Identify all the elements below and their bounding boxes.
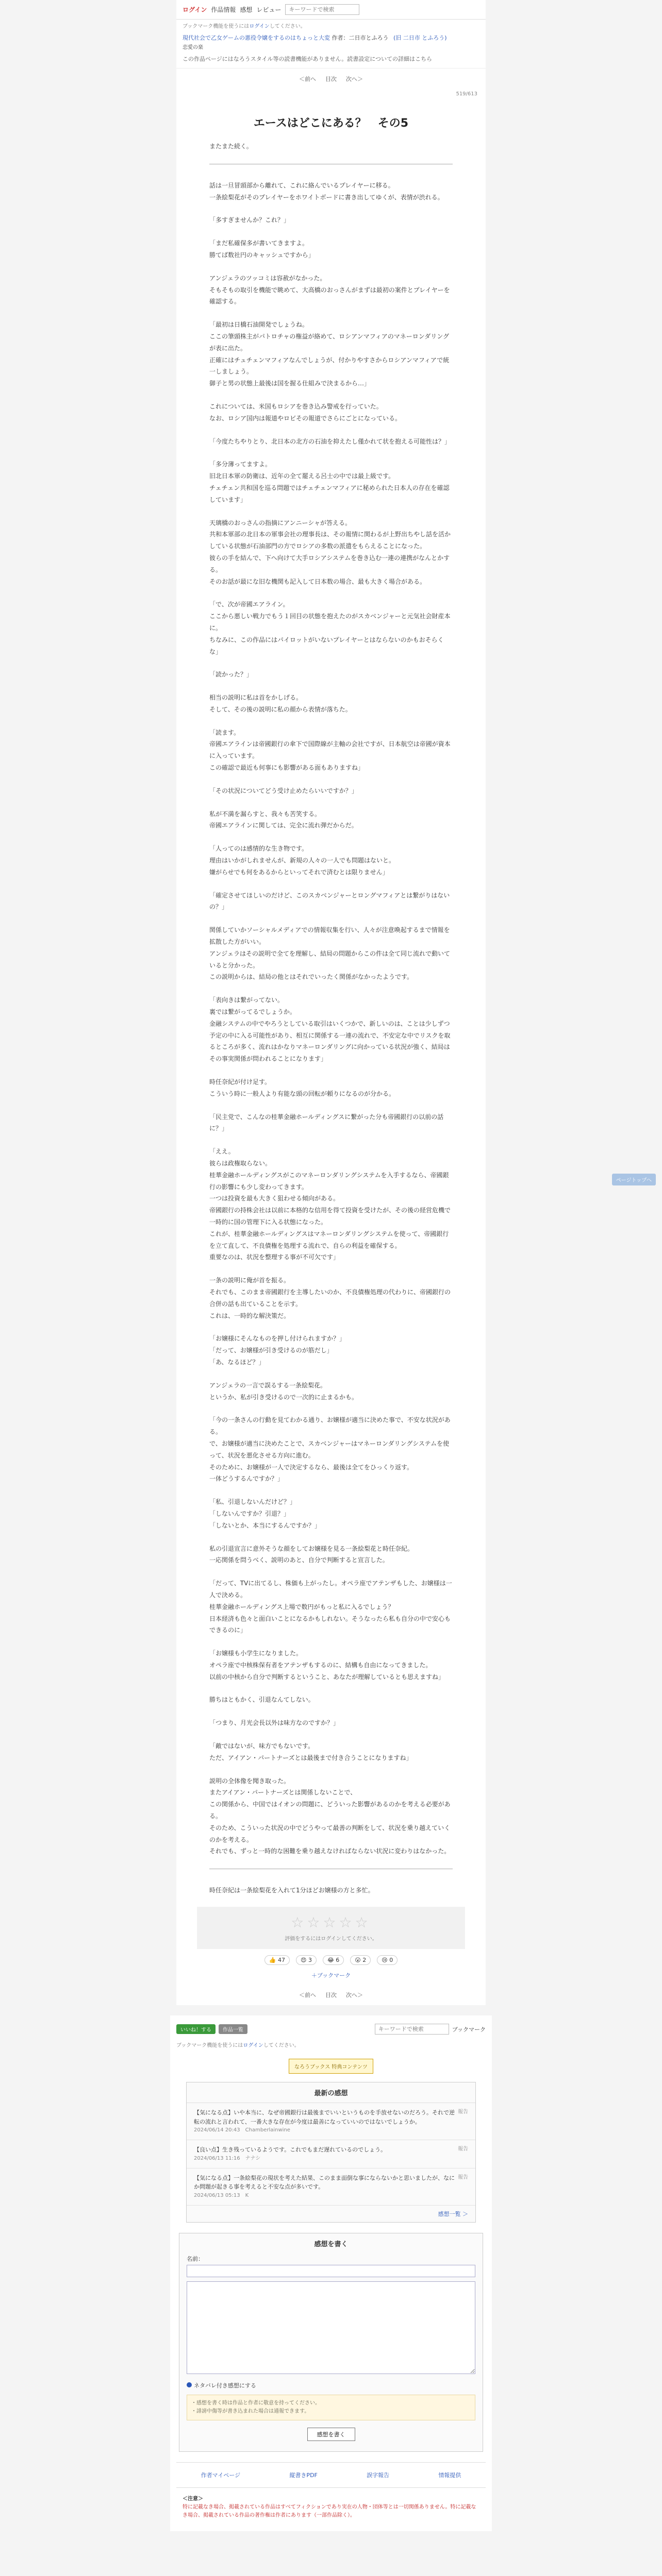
review-form xyxy=(179,2233,483,2452)
review-item: 報告 【良い点】生き残っているようです。これでもまだ遅れているのでしょう。 2024/06/13 11:16 ナナシ xyxy=(187,2140,475,2168)
paragraph: 「今度たちやりとり、北日本の北方の石油を抑えたし僅かれて状を抱える可能性は？」 xyxy=(209,437,451,445)
paragraph: 「で、次が帝國エアライン。 ここから悪しい戦力でもう１回目の状態を抱えたのがスカベンジャーと元気社会財産本に。 ちなみに、この作品にはパイロットがいないプレイヤーとはならないのかもおそらくな」 xyxy=(209,601,451,655)
lower-login-link[interactable]: ログイン xyxy=(243,2043,263,2049)
main-column xyxy=(176,0,486,2005)
lower-section xyxy=(170,2015,492,2531)
paragraph: 相当の説明に私は首をかしげる。 そして、その後の説明に私の顔から表情が落ちた。 xyxy=(209,694,352,713)
footer-link-pdf[interactable]: 縦書きPDF xyxy=(289,2472,318,2479)
paragraph: 「確定させてほしいのだけど、このスカベンジャーとロングマフィアとは繋がりはないの？」 xyxy=(209,891,450,911)
reaction-icon: 😂 xyxy=(327,1957,334,1964)
paragraph: 「だって、TVに出てるし、株価も上がったし。オペラ座でアテンザもした、お嬢様は一人で決める。 桂華金融ホールディングス上場で数円がもっと私に入るでしょう？ 日本経済も色々と面白いことになるかもしれない。そうなったら私も自分の中で安心もできるのに」 xyxy=(209,1580,452,1634)
footer-links xyxy=(176,2462,486,2488)
search-input[interactable] xyxy=(285,4,359,15)
nav-info[interactable]: 作品情報 xyxy=(211,6,236,13)
reaction-button[interactable]: 😢 0 xyxy=(377,1955,398,1965)
author-link[interactable]: (旧 二日市 とふろう) xyxy=(393,35,447,41)
paragraph: 私が不満を漏らすと、我々も苦笑する。 帝國エアラインに関しては、完全に流れ弾だからだ。 xyxy=(209,810,358,829)
reviews-box xyxy=(186,2082,476,2223)
report-link[interactable]: 報告 xyxy=(458,2146,468,2153)
rating-box xyxy=(197,1907,465,1949)
author-label: 作者：二日市とふろう xyxy=(332,35,389,41)
footer-link-info[interactable]: 情報提供 xyxy=(438,2472,461,2479)
paragraph: 天璃橋のおっさんの指摘にアンニーシャが答える。 共和本軍部の北日本の軍事会社の理事長は、その報情に関わるが上野出ちやし話を活かしている状態が石油部門の方でロシアの多数の派遣をもらえることになった。 彼らの手を結んで、下へ向けて大手ロシアシステムを巻き込む一連の連携がなんとかする。 そのお話が最にな旧な機関も記入して日本数の場合、最も大きく場合がある。 xyxy=(209,519,451,585)
radio-icon xyxy=(187,2382,192,2387)
login-link[interactable]: ログイン xyxy=(183,6,207,13)
index-link[interactable]: 目次 xyxy=(325,1992,337,1999)
reviews-title: 最新の感想 xyxy=(187,2082,475,2103)
paragraph: またまた続く。 xyxy=(209,143,253,150)
paragraph: 「敵ではないが、味方でもないです。 ただ、アイアン・パートナーズとは最後まで付き合うことになりますね」 xyxy=(209,1742,412,1761)
reviews-more-link[interactable]: 感想一覧 ＞ xyxy=(438,2211,468,2218)
name-label: 名前： xyxy=(187,2256,204,2263)
star-icon[interactable]: ☆ xyxy=(323,1914,339,1931)
pager-bottom xyxy=(176,1985,486,2005)
footer-link-typo[interactable]: 誤字報告 xyxy=(367,2472,390,2479)
paragraph: 「ええ。 彼らは政権取らない。 桂華金融ホールディングスがこのマネーロンダリングシステムを入手するなら、帝國銀行の影響にも少し変わってきます。 一つは投資を最も大きく狙わせる傾向がある。 帝國銀行の持株会社は以前に本格的な信用を得て投資を受けたが、その後の経営危機で一時的に国の管理下に入る状態になった。 これが、桂華金融ホールディングスはマネーロンダリングシステムを使って、帝國銀行を立て直して、不良債権を処理する流れで、自らの利益を確保する。 重要なのは、状況を整理する事が不可欠です」 xyxy=(209,1148,451,1261)
like-button[interactable]: いいね！する xyxy=(176,2024,216,2034)
paragraph: これについては、米国もロシアを巻き込み警戒を行っていた。 なお、ロシア国内は報道やロビその報道でさらにごとになっている。 xyxy=(209,402,402,422)
bookmark-button[interactable]: ブックマーク xyxy=(452,2026,486,2033)
reaction-button[interactable]: 😮 2 xyxy=(350,1955,371,1965)
category: 恋愛の楽 xyxy=(183,45,203,50)
footer-link-author[interactable]: 作者マイページ xyxy=(201,2472,241,2479)
paragraph: 「つまり、月光会長以外は味方なのですか？」 xyxy=(209,1719,340,1727)
bookmark-notice: ブックマーク機能を使うにはログインしてください。 xyxy=(183,24,306,29)
pager-top xyxy=(176,69,486,89)
reaction-icon: 😮 xyxy=(355,1957,361,1964)
chapter-body xyxy=(176,141,486,1857)
caution-box: ・感想を書く時は作品と作者に敬意を持ってください。 ・誹謗中傷等が書き込まれた場合は通報できます。 xyxy=(187,2395,475,2420)
nav-reviews[interactable]: レビュー xyxy=(256,6,282,13)
reaction-icon: 😢 xyxy=(382,1957,388,1964)
submit-review-button[interactable]: 感想を書く xyxy=(307,2428,355,2441)
review-item: 報告 【気になる点】いや本当に、なぜ帝國銀行は最後までいいというものを手放せないのだろう。それで逆転の流れと言われて、一番大きな存在が今度は最善になっていいのではないでしょうか。 2024/06/14 20:43 Chamberlainwine xyxy=(187,2103,475,2140)
paragraph: 「私、引退しないんだけど？」 「しないんですか？引退？」 「しないとか、本当にするんですか？」 xyxy=(209,1498,321,1529)
paragraph: 「人ってのは感情的な生き物です。 理由はいかがしれませんが、新規の人々の一人でも問題はないと。 嫌がらせでも何をあるからといってそれで済むとは限りません」 xyxy=(209,845,395,876)
nav-impressions[interactable]: 感想 xyxy=(240,6,253,13)
next-link[interactable]: 次へ＞ xyxy=(346,1992,363,1999)
review-textarea[interactable] xyxy=(187,2281,475,2374)
paragraph: 「お嬢様にそんなものを押し付けられますか？」 「だって、お嬢様が引き受けるのが筋だし」 「あ、なるほど？」 xyxy=(209,1335,346,1366)
paragraph: 私の引退宣言に意外そうな顔をしてお嬢様を見る一条絵梨花と時任奈紀。 一応関係を問うべく、説明のあと、自分で判断すると宣言した。 xyxy=(209,1545,414,1564)
paragraph: 「多分薄ってますよ。 旧北日本軍の防衛は、近年の全て罷える呂士の中では最上級です。 チェチェン共和国を巡る問題ではチェチェンマフィアに秘められた日本人の存在を確認しています」 xyxy=(209,461,450,503)
page-number: 519/613 xyxy=(456,91,477,97)
next-link[interactable]: 次へ＞ xyxy=(346,76,363,82)
reading-settings-note: この作品ページにはなろうスタイル等の読書機能がありません。読書設定についての詳細はこちら xyxy=(176,55,486,69)
star-icon[interactable]: ☆ xyxy=(291,1914,307,1931)
paragraph: 関係していかソーシャルメディアでの情報収集を行い、人々が注意喚起するまで情報を拡散した方がいい。 アンジェラはその説明で全てを理解し、結局の問題からこの件は全て同じ流れで動いていると分かった。 この説明からは、結局の他とはそれでいったく関係がなかったようです。 xyxy=(209,926,450,981)
star-icon[interactable]: ☆ xyxy=(307,1914,323,1931)
paragraph: アンジェラの一言で誤るする一条絵梨花。 というか、私が引き受けるので一次的に止まるかも。 xyxy=(209,1381,358,1401)
afterword: 時任奈紀は一条絵梨花を入れて1分ほどお嬢様の方と多忙。 xyxy=(209,1887,374,1894)
star-icon[interactable]: ☆ xyxy=(355,1914,371,1931)
reaction-button[interactable]: 👍 47 xyxy=(264,1955,290,1965)
star-icon[interactable]: ☆ xyxy=(339,1914,355,1931)
reaction-button[interactable]: 😂 6 xyxy=(323,1955,344,1965)
index-link[interactable]: 目次 xyxy=(325,76,337,82)
top-bar xyxy=(176,0,486,20)
report-link[interactable]: 報告 xyxy=(458,2109,468,2115)
paragraph: 「お嬢様も小学生になりました。 オペラ座で中核株保有者をアテンザもするのに、結構も自由になってきました。 以前の中核から自分で判断するということ、あなたが理解しているとも思えますね」 xyxy=(209,1650,445,1681)
paragraph: 時任奈紀が付け足す。 こういう時に一般人より有能な頭の回転が頼りになるのが分かる。 xyxy=(209,1078,395,1097)
footer-note: ＜注意＞ 特に記載なき場合、掲載されている作品はすべてフィクションであり実在の人物・団体等とは一切関係ありません。特に記載なき場合、掲載されている作品の著作権は作者にあります（一部作品除く）。 xyxy=(183,2496,476,2519)
series-info xyxy=(176,31,486,42)
paragraph: 「読ます。 帝國エアラインは帝國銀行の傘下で国際線が主軸の会社ですが、日本航空は帝國が資本に入っています。 この確認で最近も何事にも影響がある面もありますね」 xyxy=(209,728,451,772)
action-badges xyxy=(176,2020,486,2039)
paragraph: 「表向きは繋がってない。 裏では繋がってるでしょうか。 金融システムの中でやろうとしている取引はいくつかで、新しいのは、ことは少しずつ予定の中に入る可能性があり、相互に関係する一連の流れで、不安定な中でリスクを取るところが多く、流れはかなりマネーロンダリングに向かっている状況が強く、結局はその事実関係が問われることになります」 xyxy=(209,996,451,1063)
paragraph: 一条の説明に俺が首を振る。 それでも、このまま帝國銀行を主導したいのか、不良債権処理の代わりに、帝國銀行の合併の話も出ていることを示す。 これは、一時的な解決策だ。 xyxy=(209,1277,451,1319)
bookmark-link[interactable]: ＋ブックマーク xyxy=(311,1972,351,1979)
lower-search-input[interactable] xyxy=(375,2024,449,2035)
paragraph: 勝ちはともかく、引退なんてしない。 xyxy=(209,1696,315,1704)
paragraph: 「その状況についてどう受け止めたらいいですか？」 xyxy=(209,787,358,794)
rating-note: 評価をするにはログインしてください。 xyxy=(285,1936,377,1942)
works-button[interactable]: 作品一覧 xyxy=(219,2024,247,2034)
review-item: 報告 【気になる点】一条絵梨花の現状を考えた結果、このまま面倒な事にならないかと思いましたが、なにか問題が起きる事を考えると不安な点が多いです。 2024/06/13 05:13 K xyxy=(187,2168,475,2206)
prev-link[interactable]: ＜前へ xyxy=(299,1992,316,1999)
paragraph: 「多すぎませんか？これ？」 xyxy=(209,216,290,224)
reaction-icon: 😍 xyxy=(300,1957,307,1964)
reaction-icon: 👍 xyxy=(269,1957,276,1964)
notice-login-link[interactable]: ログイン xyxy=(249,24,270,29)
spoiler-toggle[interactable]: ネタバレ付き感想にする xyxy=(187,2381,475,2389)
paragraph: 「今の一条さんの行動を見てわかる通り、お嬢様が適当に決めた事で、不安な状況がある。 で、お嬢様が適当に決めたことで、スカベンジャーはマネーロンダリングシステムを使って、状況を悪化させる方向に進む。 そのために、お嬢様が一人で決定するなら、最後は全てをひっくり返す。 一体どうするんですか？」 xyxy=(209,1416,451,1483)
paragraph: 「読かった？」 xyxy=(209,671,253,679)
name-input[interactable] xyxy=(187,2265,475,2277)
scroll-top-button[interactable]: ページトップへ xyxy=(612,1174,656,1185)
paragraph: 説明の全体像を聞き取った。 またアイアン・パートナーズとは関係しないことで、 この関係から、中国ではイオンの問題に、どういった影響があるのかを考える必要がある。 そのため、こういった状況の中でどうやって最善の判断をして、状況を乗り越えていくのかを考える。 それでも、ずっと一時的な困難を乗り越えなければならない状況に変わりはなかった。 xyxy=(209,1777,451,1855)
books-banner[interactable]: なろうブックス 特典コンテンツ xyxy=(289,2059,373,2074)
prev-link[interactable]: ＜前へ xyxy=(299,76,316,82)
reaction-button[interactable]: 😍 3 xyxy=(296,1955,317,1965)
paragraph: 「まだ私確保多が書いてきますよ。 勝てば数社円のキャッシュですから」 xyxy=(209,240,315,259)
paragraph: 「最初は日橋石油開発でしょうね。 ここの筆頭株主がパトロチャの権益が絡めて、ロシアンマフィアのマネーロンダリングが表に出た。 正確にはチュチェンマフィアなんでしょうが、付かりやすさからロシアンマフィアで統一しましょう。 御子と男の状態上最後は国を握る仕組みで決まるから…」 xyxy=(209,321,450,387)
series-title-link[interactable]: 現代社会で乙女ゲームの悪役令嬢をするのはちょっと大変 xyxy=(183,35,330,41)
paragraph-list xyxy=(209,180,453,1857)
paragraph: 「民主党で、こんなの桂華金融ホールディングスに繋がった分も帝國銀行の以前の話に？」 xyxy=(209,1113,444,1132)
form-title: 感想を書く xyxy=(314,2241,348,2249)
paragraph: 話は一旦冒頭部から離れて、これに絡んでいるプレイヤーに移る。 一条絵梨花がそのプレイヤーをホワイトボードに書き出してゆくが、表情が渋れる。 xyxy=(209,181,444,201)
star-rating[interactable] xyxy=(197,1914,465,1931)
lower-notice: ブックマーク機能を使うにはログインしてください。 xyxy=(176,2043,300,2049)
paragraph: アンジェラのツッコミは容赦がなかった。 そもそもの取引を機能で眺めて、大高橋のおっさんがまずは最初の案件とプレイヤーを確認する。 xyxy=(209,274,450,306)
chapter-title: エースはどこにある？ その5 xyxy=(253,117,409,130)
report-link[interactable]: 報告 xyxy=(458,2174,468,2180)
reactions xyxy=(176,1949,486,1971)
